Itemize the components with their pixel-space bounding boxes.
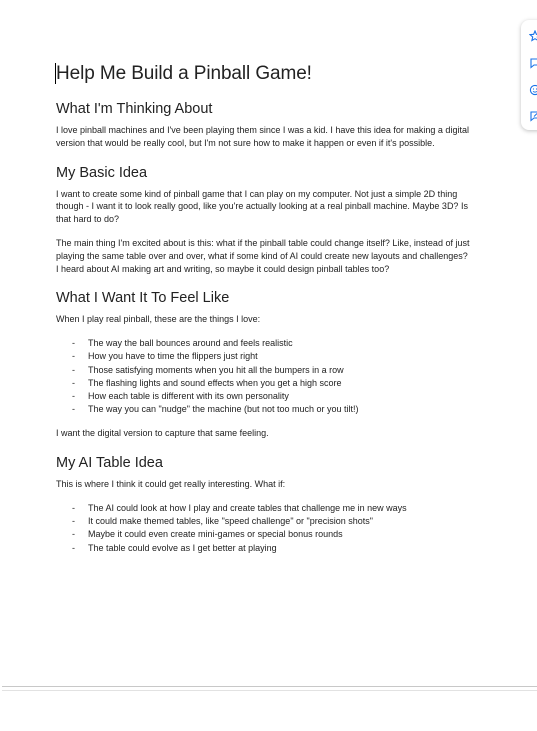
list-item[interactable]: - It could make themed tables, like "speed challenge" or "precision shots" xyxy=(72,515,471,528)
comment-icon[interactable] xyxy=(529,57,537,69)
list-item[interactable]: - How you have to time the flippers just right xyxy=(72,350,471,363)
page-break-line xyxy=(2,686,537,687)
star-icon[interactable] xyxy=(529,30,537,42)
emoji-icon[interactable] xyxy=(529,84,537,96)
document-body[interactable] xyxy=(56,62,471,555)
list-item[interactable]: - Those satisfying moments when you hit all the bumpers in a row xyxy=(72,364,471,377)
list-item[interactable]: - The way the ball bounces around and feels realistic xyxy=(72,337,471,350)
paragraph[interactable]: I love pinball machines and I've been playing them since I was a kid. I have this idea for making a digital version that would be really cool, but I'm not sure how to make it happen or even if it's possible. xyxy=(56,125,469,148)
document-title[interactable]: Help Me Build a Pinball Game! xyxy=(56,63,312,84)
paragraph[interactable]: When I play real pinball, these are the things I love: xyxy=(56,314,261,325)
suggest-edit-icon[interactable] xyxy=(529,110,537,122)
paragraph[interactable]: This is where I think it could get really interesting. What if: xyxy=(56,479,286,490)
list-item[interactable]: - The AI could look at how I play and create tables that challenge me in new ways xyxy=(72,502,471,515)
section-heading[interactable]: My Basic Idea xyxy=(56,164,148,181)
page-break-line xyxy=(2,690,537,691)
section-heading[interactable]: What I'm Thinking About xyxy=(56,101,213,117)
section-heading[interactable]: What I Want It To Feel Like xyxy=(56,290,230,307)
paragraph[interactable]: I want to create some kind of pinball game that I can play on my computer. Not just a simple 2D thing though - I want it to look really good, like you're actually looking at a real pinball machine. Maybe 3D? Is that hard to do? xyxy=(56,188,468,225)
bullet-list xyxy=(56,337,471,416)
paragraph[interactable]: The main thing I'm excited about is this: what if the pinball table could change itself? Like, instead of just playing the same table over and over, what if some kind of AI could create new layouts and challenges? I heard about AI making art and writing, so maybe it could design pinball tables too? xyxy=(56,237,470,274)
paragraph[interactable]: I want the digital version to capture that same feeling. xyxy=(56,428,269,439)
list-item[interactable]: - The table could evolve as I get better at playing xyxy=(72,542,471,555)
list-item[interactable]: - The flashing lights and sound effects when you get a high score xyxy=(72,377,471,390)
list-item[interactable]: - How each table is different with its own personality xyxy=(72,390,471,403)
bullet-list xyxy=(56,502,471,555)
side-action-panel xyxy=(521,20,537,130)
list-item[interactable]: - Maybe it could even create mini-games or special bonus rounds xyxy=(72,528,471,541)
list-item[interactable]: - The way you can "nudge" the machine (but not too much or you tilt!) xyxy=(72,403,471,416)
section-heading[interactable]: My AI Table Idea xyxy=(56,455,163,472)
